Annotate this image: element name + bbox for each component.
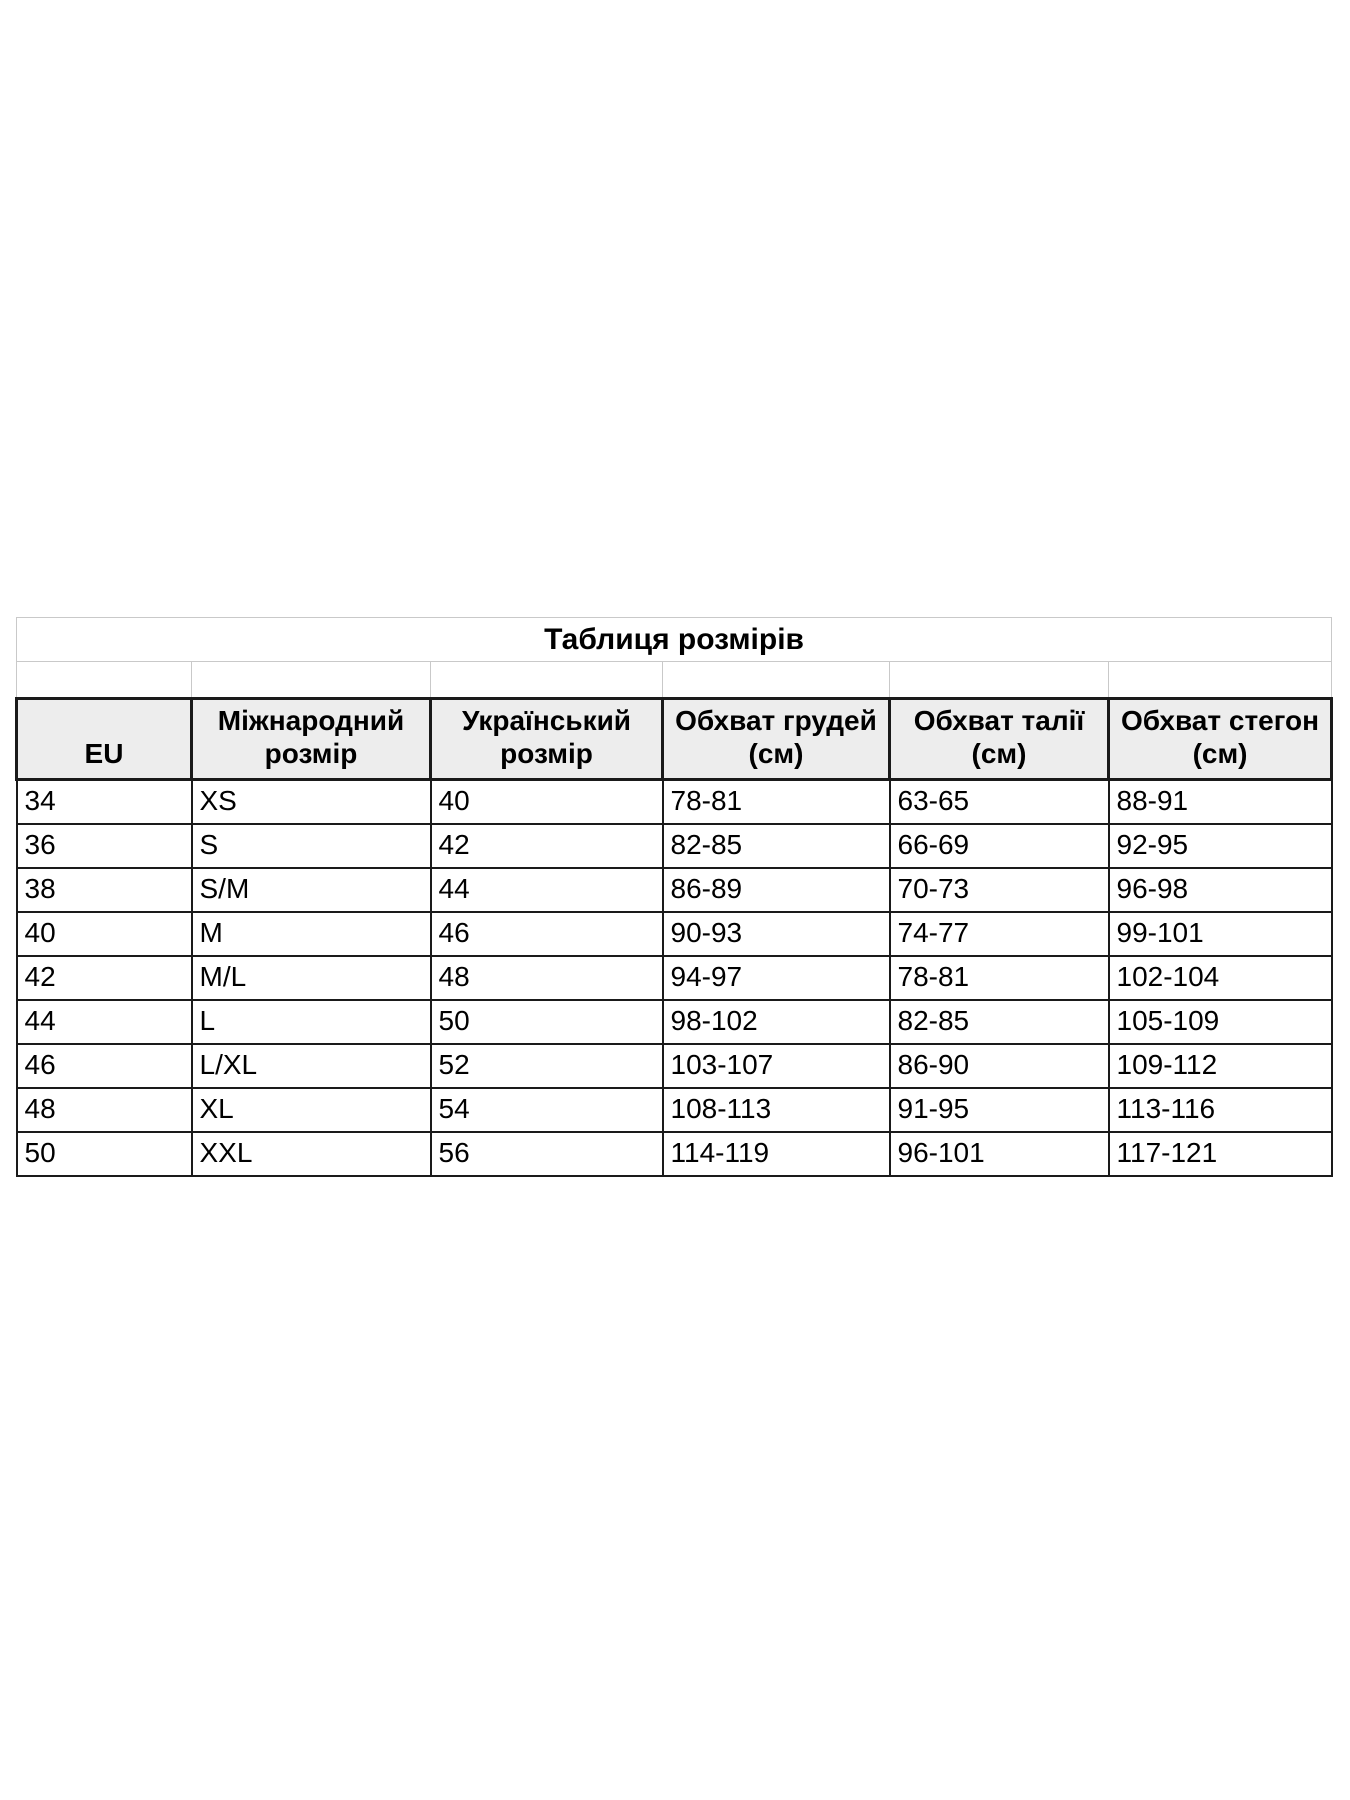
size-table-container xyxy=(15,617,1330,1177)
table-cell: 46 xyxy=(431,912,663,956)
spacer-cell xyxy=(890,662,1109,699)
header-row xyxy=(17,699,1332,780)
table-cell: 99-101 xyxy=(1109,912,1332,956)
table-cell: M xyxy=(192,912,431,956)
table-cell: 91-95 xyxy=(890,1088,1109,1132)
table-cell: 96-98 xyxy=(1109,868,1332,912)
size-table-body xyxy=(17,780,1332,1176)
spacer-cell xyxy=(663,662,890,699)
table-cell: 92-95 xyxy=(1109,824,1332,868)
table-row xyxy=(17,824,1332,868)
table-row xyxy=(17,1088,1332,1132)
table-cell: 113-116 xyxy=(1109,1088,1332,1132)
table-cell: 70-73 xyxy=(890,868,1109,912)
table-cell: 42 xyxy=(431,824,663,868)
table-cell: 54 xyxy=(431,1088,663,1132)
column-header-chest: Обхват грудей (см) xyxy=(663,699,890,780)
table-cell: M/L xyxy=(192,956,431,1000)
table-cell: 82-85 xyxy=(663,824,890,868)
table-cell: 82-85 xyxy=(890,1000,1109,1044)
table-cell: S xyxy=(192,824,431,868)
table-cell: L xyxy=(192,1000,431,1044)
column-header-waist: Обхват талії (см) xyxy=(890,699,1109,780)
table-cell: 36 xyxy=(17,824,192,868)
spacer-cell xyxy=(192,662,431,699)
table-cell: 63-65 xyxy=(890,780,1109,824)
table-cell: 86-90 xyxy=(890,1044,1109,1088)
table-cell: 44 xyxy=(17,1000,192,1044)
column-header-international: Міжнародний розмір xyxy=(192,699,431,780)
table-row xyxy=(17,1132,1332,1176)
table-cell: 48 xyxy=(431,956,663,1000)
table-row xyxy=(17,868,1332,912)
table-cell: 86-89 xyxy=(663,868,890,912)
table-row xyxy=(17,1000,1332,1044)
table-cell: 109-112 xyxy=(1109,1044,1332,1088)
table-cell: XL xyxy=(192,1088,431,1132)
table-cell: 108-113 xyxy=(663,1088,890,1132)
table-cell: S/M xyxy=(192,868,431,912)
table-title-row xyxy=(17,618,1332,662)
table-cell: 44 xyxy=(431,868,663,912)
table-cell: 94-97 xyxy=(663,956,890,1000)
table-cell: 38 xyxy=(17,868,192,912)
table-cell: 40 xyxy=(17,912,192,956)
spacer-cell xyxy=(17,662,192,699)
table-title: Таблиця розмірів xyxy=(17,618,1332,662)
table-cell: 40 xyxy=(431,780,663,824)
column-header-eu: EU xyxy=(17,699,192,780)
table-cell: 46 xyxy=(17,1044,192,1088)
table-cell: L/XL xyxy=(192,1044,431,1088)
spacer-cell xyxy=(1109,662,1332,699)
spacer-row xyxy=(17,662,1332,699)
table-cell: 42 xyxy=(17,956,192,1000)
column-header-hips: Обхват стегон (см) xyxy=(1109,699,1332,780)
table-cell: 52 xyxy=(431,1044,663,1088)
table-cell: 78-81 xyxy=(663,780,890,824)
table-cell: 78-81 xyxy=(890,956,1109,1000)
table-cell: XS xyxy=(192,780,431,824)
table-row xyxy=(17,956,1332,1000)
table-cell: 90-93 xyxy=(663,912,890,956)
table-cell: 88-91 xyxy=(1109,780,1332,824)
table-cell: 117-121 xyxy=(1109,1132,1332,1176)
table-cell: 50 xyxy=(17,1132,192,1176)
table-cell: 50 xyxy=(431,1000,663,1044)
table-cell: 48 xyxy=(17,1088,192,1132)
spacer-cell xyxy=(431,662,663,699)
table-row xyxy=(17,912,1332,956)
table-row xyxy=(17,1044,1332,1088)
table-row xyxy=(17,780,1332,824)
table-cell: XXL xyxy=(192,1132,431,1176)
table-cell: 56 xyxy=(431,1132,663,1176)
column-header-ukrainian: Український розмір xyxy=(431,699,663,780)
table-cell: 66-69 xyxy=(890,824,1109,868)
table-cell: 74-77 xyxy=(890,912,1109,956)
table-cell: 105-109 xyxy=(1109,1000,1332,1044)
table-cell: 96-101 xyxy=(890,1132,1109,1176)
table-cell: 34 xyxy=(17,780,192,824)
table-cell: 98-102 xyxy=(663,1000,890,1044)
table-cell: 114-119 xyxy=(663,1132,890,1176)
size-table xyxy=(15,617,1333,1177)
table-cell: 102-104 xyxy=(1109,956,1332,1000)
table-cell: 103-107 xyxy=(663,1044,890,1088)
